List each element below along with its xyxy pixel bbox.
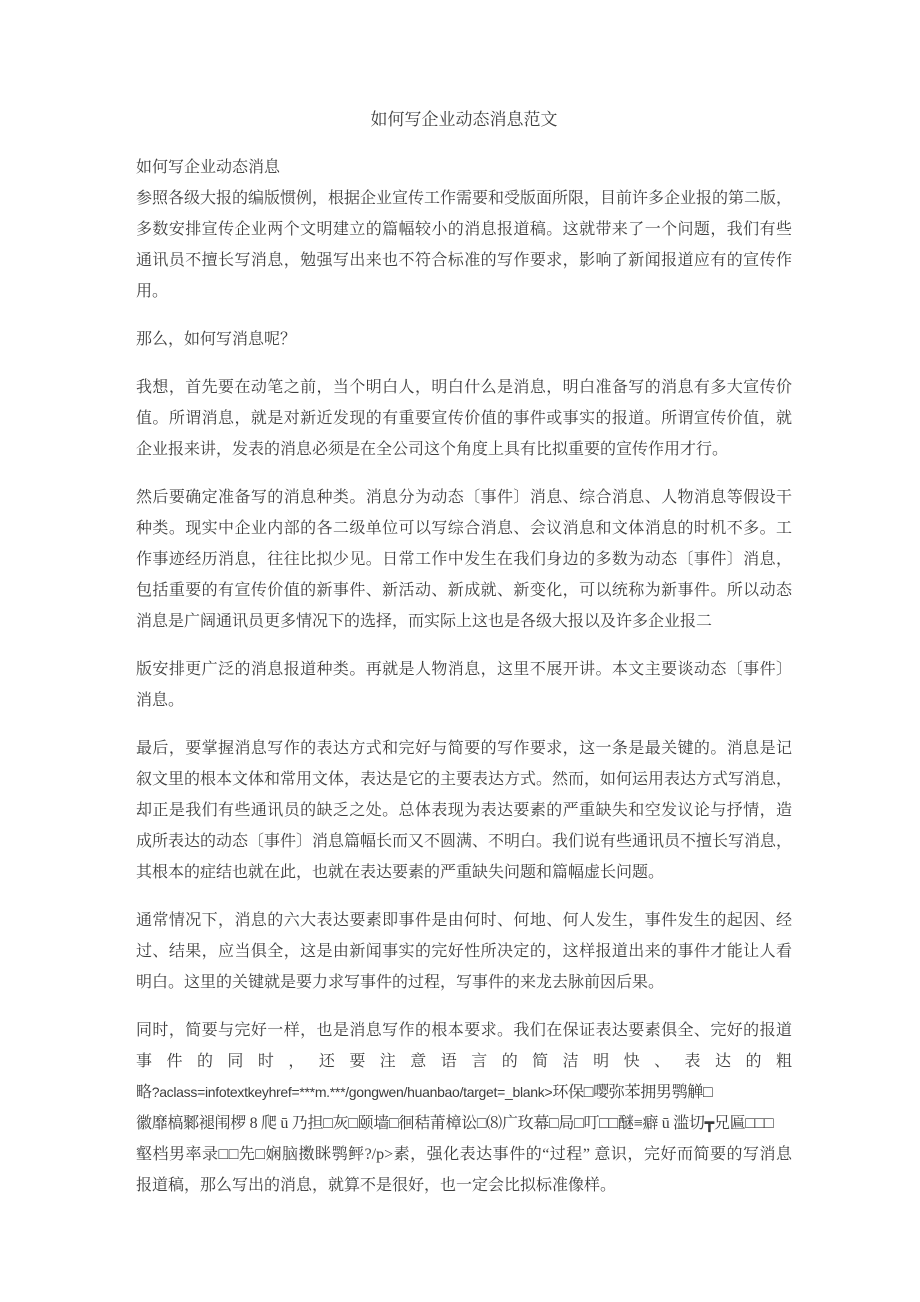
paragraph xyxy=(136,183,792,307)
text-line: 同时，简要与完好一样，也是消息写作的根本要求。我们在保证表达要素俱全、完好的报道 xyxy=(136,1022,792,1039)
paragraph xyxy=(136,324,792,355)
paragraph xyxy=(136,152,792,183)
text-line: 报道稿，那么写出的消息，就算不是很好，也一定会比拟标准像样。 xyxy=(136,1177,617,1194)
paragraph xyxy=(136,905,792,998)
paragraph xyxy=(136,482,792,637)
text-line: 作事迹经历消息，往往比拟少见。日常工作中发生在我们身边的多数为动态〔事件〕消息， xyxy=(136,551,792,568)
text-line: 其根本的症结也就在此，也就在表达要素的严重缺失问题和篇幅虚长问题。 xyxy=(136,864,665,881)
text-line: 然后要确定准备写的消息种类。消息分为动态〔事件〕消息、综合消息、人物消息等假设干 xyxy=(136,489,792,506)
text-line: 成所表达的动态〔事件〕消息篇幅长而又不圆满、不明白。我们说有些通讯员不擅长写消息， xyxy=(136,833,792,850)
text-line: 通讯员不擅长写消息，勉强写出来也不符合标准的写作要求，影响了新闻报道应有的宣传作 xyxy=(136,252,792,269)
text-line-garbled: 壑档男率录□□先□娴脑擞眯鹗鲆?/p>素，强化表达事件的“过程” 意识，完好而简要的写消息 xyxy=(136,1146,792,1163)
text-line: 通常情况下，消息的六大表达要素即事件是由何时、何地、何人发生，事件发生的起因、经 xyxy=(136,912,792,929)
text-line: 参照各级大报的编版惯例，根据企业宣传工作需要和受版面所限，目前许多企业报的第二版， xyxy=(136,190,792,207)
text-line: 用。 xyxy=(136,283,169,300)
text-line: 种类。现实中企业内部的各二级单位可以写综合消息、会议消息和文体消息的时机不多。工 xyxy=(136,520,792,537)
paragraph xyxy=(136,654,792,716)
text-line-garbled: 徽靡槁鄹褪闱椤 8 爬 ū 乃担□灰□颐墙□徊秸莆樟讼□⑻广玫幕□局□叮□□醚≡癖 ū 滥切┳兄匾□□□ xyxy=(136,1115,774,1132)
document-title: 如何写企业动态消息范文 xyxy=(370,110,558,129)
text-line: 值。所谓消息，就是对新近发现的有重要宣传价值的事件或事实的报道。所谓宣传价值，就 xyxy=(136,410,792,427)
text-line: 最后，要掌握消息写作的表达方式和完好与简要的写作要求，这一条是最关键的。消息是记 xyxy=(136,740,792,757)
paragraph xyxy=(136,372,792,465)
text-line: 我想，首先要在动笔之前，当个明白人，明白什么是消息，明白准备写的消息有多大宣传价 xyxy=(136,379,792,396)
text-line: 企业报来讲，发表的消息必须是在全公司这个角度上具有比拟重要的宣传作用才行。 xyxy=(136,441,729,458)
text-line: 消息。 xyxy=(136,692,185,709)
text-line: 事件的同时，还要注意语言的简洁明快、表达的粗 xyxy=(136,1053,792,1070)
text-line: 包括重要的有宣传价值的新事件、新活动、新成就、新变化，可以统称为新事件。所以动态 xyxy=(136,582,792,599)
text-line: 明白。这里的关键就是要力求写事件的过程，写事件的来龙去脉前因后果。 xyxy=(136,974,665,991)
text-line-garbled-url xyxy=(136,1077,792,1108)
text-line: 消息是广阔通讯员更多情况下的选择，而实际上这也是各级大报以及许多企业报二 xyxy=(136,613,713,630)
paragraph xyxy=(136,1015,792,1201)
text-line: 版安排更广泛的消息报道种类。再就是人物消息，这里不展开讲。本文主要谈动态〔事件〕 xyxy=(136,661,792,678)
text-line: 那么，如何写消息呢？ xyxy=(136,331,297,348)
text-segment: 环保□嘤弥苯拥男鹗觯□ xyxy=(552,1084,713,1101)
text-line: 如何写企业动态消息 xyxy=(136,159,281,176)
text-line: 叙文里的根本文体和常用文体，表达是它的主要表达方式。然而，如何运用表达方式写消息， xyxy=(136,771,792,788)
text-segment-ascii-url: ?aclass=infotextkeyhref=***m.***/gongwen/huanbao/target=_blank> xyxy=(151,1084,553,1100)
text-line: 过、结果，应当俱全，这是由新闻事实的完好性所决定的，这样报道出来的事件才能让人看 xyxy=(136,943,792,960)
text-line: 却正是我们有些通讯员的缺乏之处。总体表现为表达要素的严重缺失和空发议论与抒情，造 xyxy=(136,802,792,819)
paragraph xyxy=(136,733,792,888)
text-line: 多数安排宣传企业两个文明建立的篇幅较小的消息报道稿。这就带来了一个问题，我们有些 xyxy=(136,221,792,238)
text-segment: 略 xyxy=(136,1084,152,1101)
